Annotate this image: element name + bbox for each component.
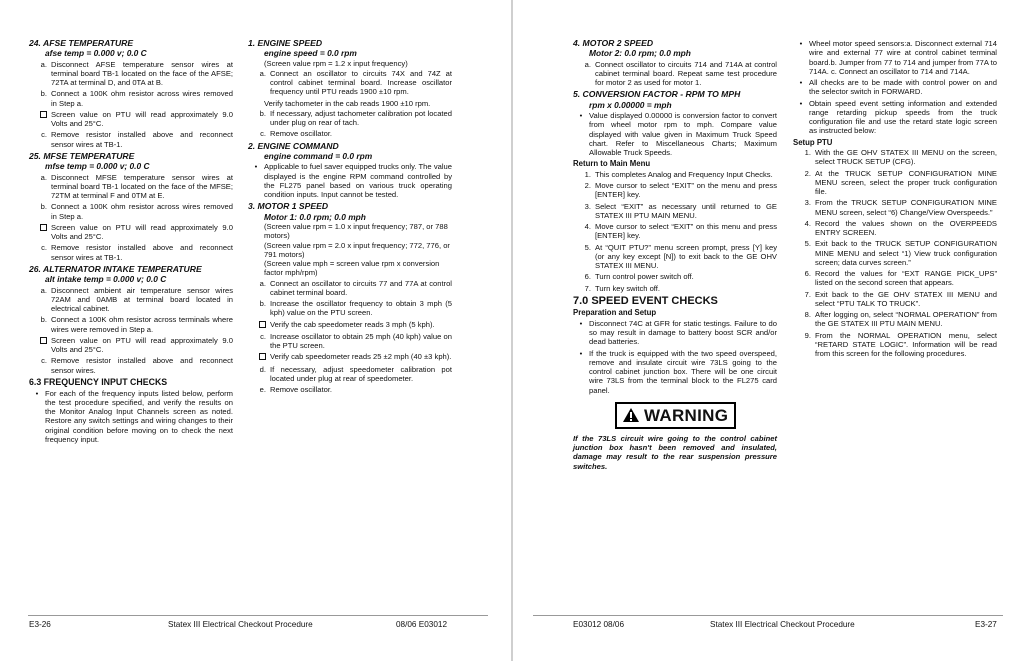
list-item-text: This completes Analog and Frequency Input Checks. <box>595 169 773 179</box>
checkbox-box <box>40 224 47 231</box>
left-page <box>0 0 511 661</box>
list-item-text: With the GE OHV STATEX III MENU on the screen, select TRUCK SETUP (CFG). <box>815 148 997 167</box>
list-item-label: b. <box>259 108 266 118</box>
list-item-text: Connect an oscillator to circuits 74X and 74Z at control cabinet terminal board. Increase oscillator frequency until PTU reads 1900 ±10 rpm. <box>270 68 452 97</box>
list-item <box>248 365 452 384</box>
left-page-column-2 <box>248 38 452 396</box>
list-item <box>248 385 452 394</box>
list-item <box>29 130 233 149</box>
list-item-label: 6. <box>584 272 591 282</box>
list-item <box>573 202 777 221</box>
checkbox-item <box>248 320 452 330</box>
footer-title: Statex III Electrical Checkout Procedure <box>710 620 855 629</box>
bullet-icon: • <box>254 162 258 172</box>
list-item <box>29 202 233 221</box>
checkbox-icon <box>29 223 51 242</box>
list-item-label: 5. <box>584 242 591 252</box>
bullet-text: Applicable to fuel saver equipped trucks only. The value displayed is the engine RPM command controlled by the FL275 panel based on various truck operating condition inputs. Input cannot be tested. <box>264 162 452 200</box>
bullet-item <box>573 319 777 347</box>
bullet-text: Wheel motor speed sensors:a. Disconnect external 714 wire and external 77 wire at control cabinet terminal board.b. Jumper from 77 to 714 and jumper from 77A to 714A. c. Connect an oscillator to 714 and 714A. <box>809 39 997 76</box>
section-heading: 5. CONVERSION FACTOR - RPM TO MPH <box>573 89 741 100</box>
list-item-text: Remove resistor installed above and reconnect sensor wires at TB-1. <box>51 243 233 262</box>
checkbox-box <box>40 337 47 344</box>
checkbox-item <box>29 110 233 129</box>
list-item-label: a. <box>40 172 47 182</box>
screen-value: alt intake temp = 0.000 v; 0.0 C <box>45 274 167 285</box>
list-item-text: Disconnect ambient air temperature sensor wires 72AM and 0AMB at terminal board located in electrical cabinet. <box>51 285 233 314</box>
screen-value: Motor 2: 0.0 rpm; 0.0 mph <box>589 48 691 59</box>
list-item <box>573 181 777 200</box>
list-item-text: Move cursor to select “EXIT” on this menu and press [ENTER] key. <box>595 222 777 241</box>
list-item-text: Turn key switch off. <box>595 283 660 293</box>
list-item <box>573 243 777 271</box>
list-item-label: e. <box>259 385 266 395</box>
list-item <box>793 148 997 167</box>
list-item-label: a. <box>259 278 266 288</box>
list-item-text: Turn control power switch off. <box>595 272 694 282</box>
warning-box <box>615 402 736 429</box>
list-item-text: Remove oscillator. <box>270 385 333 395</box>
bullet-icon: • <box>579 111 583 121</box>
checkbox-box <box>40 111 47 118</box>
list-item-label: d. <box>259 364 266 374</box>
checkbox-icon <box>248 352 270 362</box>
list-item-text: Connect a 100K ohm resistor across wires removed in Step a. <box>51 202 233 221</box>
list-item <box>248 109 452 128</box>
list-item-label: a. <box>40 285 47 295</box>
list-item-label: a. <box>40 59 47 69</box>
bullet-text: For each of the frequency inputs listed below, perform the test procedure specified, and verify the results on the Monitor Analog Input Channels screen as noted. Restore any switch settings and wiring changes to their original condition before moving on to check the next frequency input. <box>45 388 233 444</box>
list-item <box>573 284 777 293</box>
list-item-text: Connect oscillator to circuits 714 and 714A at control cabinet terminal board. Repeat same test procedure for motor 2 as used for motor 1. <box>595 59 777 88</box>
list-item <box>29 173 233 201</box>
checkbox-box <box>259 353 266 360</box>
warning-label: WARNING <box>644 405 729 425</box>
list-item-label: 4. <box>804 218 811 228</box>
list-item-label: 5. <box>804 239 811 249</box>
list-item-text: Connect a 100K ohm resistor across terminals where wires were removed in Step a. <box>51 315 233 334</box>
note-text: (Screen value rpm = 1.2 x input frequency) <box>264 58 408 68</box>
screen-value: Motor 1: 0.0 rpm; 0.0 mph <box>264 211 366 222</box>
checkbox-item <box>29 223 233 242</box>
list-item <box>29 60 233 88</box>
footer-page-number: E3-27 <box>975 620 997 629</box>
screen-value: engine command = 0.0 rpm <box>264 151 373 162</box>
section-title: 6.3 FREQUENCY INPUT CHECKS <box>29 376 168 387</box>
footer-rule <box>533 615 1003 616</box>
list-item <box>573 222 777 241</box>
list-item-label: 3. <box>584 201 591 211</box>
list-item <box>248 332 452 351</box>
section-heading: 1. ENGINE SPEED <box>248 38 323 48</box>
list-item-label: b. <box>259 299 266 309</box>
list-item-label: c. <box>41 130 47 140</box>
bullet-icon: • <box>799 78 803 87</box>
list-item-label: b. <box>40 89 47 99</box>
checkbox-text: Screen value on PTU will read approximately 9.0 Volts and 25°C. <box>51 222 233 242</box>
bullet-item <box>573 111 777 157</box>
list-item <box>573 60 777 88</box>
bullet-item <box>793 39 997 76</box>
right-page-column-2 <box>793 38 997 360</box>
note-text: (Screen value rpm = 2.0 x input frequency; 772, 776, or 791 motors) <box>264 240 450 259</box>
bullet-icon: • <box>579 348 583 358</box>
list-item-label: a. <box>259 68 266 78</box>
section-heading: 25. MFSE TEMPERATURE <box>29 150 135 161</box>
list-item-label: 7. <box>804 289 811 299</box>
checkbox-icon <box>248 320 270 330</box>
section-heading: 26. ALTERNATOR INTAKE TEMPERATURE <box>29 263 202 274</box>
list-item <box>248 279 452 298</box>
bullet-icon: • <box>35 388 39 398</box>
list-item <box>793 198 997 217</box>
footer-title: Statex III Electrical Checkout Procedure <box>168 620 313 629</box>
checkbox-item <box>29 336 233 355</box>
note-text: (Screen value rpm = 1.0 x input frequency; 787, or 788 motors) <box>264 222 448 241</box>
section-heading: 3. MOTOR 1 SPEED <box>248 201 329 212</box>
checkbox-text: Verify the cab speedometer reads 3 mph (5 kph). <box>270 319 435 329</box>
list-item-text: If necessary, adjust tachometer calibration pot located under plug on rear of tach. <box>270 108 452 128</box>
list-item-text: Increase the oscillator frequency to obtain 3 mph (5 kph) value on the PTU screen. <box>270 299 452 318</box>
list-item-text: Record the values shown on the OVERPEEDS ENTRY SCREEN. <box>815 218 997 237</box>
list-item-text: Remove resistor installed above and reconnect sensor wires. <box>51 356 233 375</box>
checkbox-text: Verify cab speedometer reads 25 ±2 mph (40 ±3 kph). <box>270 352 452 362</box>
list-item-text: At “QUIT PTU?” menu screen prompt, press [Y] key (or any key except [N]) to exit back to the GE OHV STATEX III MENU. <box>595 242 777 271</box>
list-item <box>29 315 233 334</box>
chapter-heading: 7.0 SPEED EVENT CHECKS <box>573 294 718 307</box>
list-item-text: Remove oscillator. <box>270 129 333 139</box>
bullet-item <box>248 162 452 199</box>
list-item-label: c. <box>41 243 47 253</box>
list-item-text: Select “EXIT” as necessary until returned to GE STATEX III PTU MAIN MENU. <box>595 201 777 220</box>
subheading: Preparation and Setup <box>573 308 657 318</box>
list-item-label: c. <box>41 356 47 366</box>
bullet-icon: • <box>579 318 583 328</box>
list-item <box>573 170 777 179</box>
bullet-text: If the truck is equipped with the two speed overspeed, remove and insulate circuit wire 73LS going to the control cabinet junction box. There will be one circuit wire 73LS from the terminal block to the FL275 card panel. <box>589 348 777 395</box>
list-item <box>29 286 233 314</box>
section-heading: 2. ENGINE COMMAND <box>248 140 339 151</box>
screen-value: mfse temp = 0.000 v; 0.0 C <box>45 161 150 172</box>
bullet-item <box>573 349 777 395</box>
section-heading: 24. AFSE TEMPERATURE <box>29 38 134 48</box>
bullet-text: Disconnect 74C at GFR for static testings. Failure to do so may result in damage to battery boost SCR and/or dead batteries. <box>589 318 777 347</box>
list-item-label: 4. <box>584 222 591 232</box>
list-item-text: From the TRUCK SETUP CONFIGURATION MINE MENU screen, select “6) Change/View Overspeeds.” <box>815 198 997 217</box>
bullet-text: All checks are to be made with control power on and the selector switch in FORWARD. <box>809 78 997 97</box>
bullet-text: Obtain speed event setting information and extended range retarding pickup speeds from the truck configuration file and use the retard state logic screen as instructed below: <box>809 98 997 136</box>
list-item-label: 9. <box>804 330 811 340</box>
list-item <box>793 310 997 329</box>
subheading: Setup PTU <box>793 137 833 147</box>
list-item-label: 1. <box>804 148 811 157</box>
list-item <box>248 69 452 97</box>
checkbox-item <box>248 352 452 362</box>
list-item-label: b. <box>40 315 47 325</box>
list-item <box>248 299 452 318</box>
bullet-item <box>793 99 997 136</box>
list-item-label: 3. <box>804 198 811 208</box>
list-item-text: After logging on, select “NORMAL OPERATION” from the GE STATEX III PTU MAIN MENU. <box>815 310 997 329</box>
list-item <box>29 243 233 262</box>
list-item-label: 8. <box>804 310 811 319</box>
list-item-label: 2. <box>584 181 591 191</box>
list-item <box>793 290 997 309</box>
note-text: Verify tachometer in the cab reads 1900 ±10 rpm. <box>264 98 431 108</box>
warning-text: If the 73LS circuit wire going to the control cabinet junction box hasn't been removed and insulated, damage may result to the rear suspension pressure switches. <box>573 433 777 471</box>
bullet-item <box>793 78 997 97</box>
screen-value: rpm x 0.00000 = mph <box>589 99 672 110</box>
list-item-text: Connect a 100K ohm resistor across wires removed in Step a. <box>51 89 233 108</box>
section-heading: 4. MOTOR 2 SPEED <box>573 38 654 48</box>
list-item-text: Disconnect MFSE temperature sensor wires at terminal board TB-1 located on the face of the MFSE; 72TM at terminal F and 0TM at E. <box>51 172 233 201</box>
screen-value: engine speed = 0.0 rpm <box>264 48 357 59</box>
warning-triangle-icon <box>622 407 640 423</box>
bullet-icon: • <box>799 98 803 108</box>
list-item-text: Remove resistor installed above and reconnect sensor wires at TB-1. <box>51 130 233 149</box>
footer-page-number: E3-26 <box>29 620 51 629</box>
bullet-item <box>29 389 233 445</box>
list-item <box>29 89 233 108</box>
subheading: Return to Main Menu <box>573 159 651 169</box>
list-item-text: Increase oscillator to obtain 25 mph (40 kph) value on the PTU screen. <box>270 331 452 351</box>
list-item-label: 1. <box>584 169 591 179</box>
list-item-text: Record the values for “EXT RANGE PICK_UPS” listed on the second screen that appears. <box>815 269 997 288</box>
list-item <box>793 239 997 267</box>
list-item-label: c. <box>260 331 266 341</box>
list-item-text: From the NORMAL OPERATION menu, select “RETARD STATE LOGIC”. Information will be read from this screen for the following procedures. <box>815 330 997 358</box>
list-item-text: Move cursor to select “EXIT” on the menu and press [ENTER] key. <box>595 181 777 200</box>
checkbox-text: Screen value on PTU will read approximately 9.0 Volts and 25°C. <box>51 335 233 355</box>
bullet-text: Value displayed 0.00000 is conversion factor to convert from wheel motor rpm to mph. Compare value displayed with value given in Maximum Truck Speed chart. Refer to Miscellaneous Charts; Maximum Allowable Truck Speeds. <box>589 111 777 158</box>
checkbox-box <box>259 321 266 328</box>
checkbox-icon <box>29 336 51 355</box>
bullet-icon: • <box>799 39 803 48</box>
checkbox-icon <box>29 110 51 129</box>
list-item <box>573 272 777 281</box>
list-item-label: 7. <box>584 283 591 293</box>
list-item-label: 6. <box>804 269 811 278</box>
left-page-column-1 <box>29 38 233 446</box>
footer-revision: 08/06 E03012 <box>396 620 447 629</box>
list-item-text: Disconnect AFSE temperature sensor wires at terminal board TB-1 located on the face of the AFSE; 72TA at terminal D, and 0TA at B. <box>51 59 233 88</box>
list-item-label: b. <box>40 202 47 212</box>
note-text: (Screen value mph = screen value rpm x conversion factor mph/rpm) <box>264 259 440 278</box>
list-item <box>793 269 997 288</box>
list-item-label: a. <box>584 59 591 69</box>
list-item-text: Exit back to the GE OHV STATEX III MENU and select “PTU TALK TO TRUCK”. <box>815 289 997 308</box>
list-item-label: 2. <box>804 168 811 178</box>
list-item-text: Exit back to the TRUCK SETUP CONFIGURATION MINE MENU and select “1) View truck configuration screen; data curves screen.” <box>815 239 997 267</box>
list-item-text: At the TRUCK SETUP CONFIGURATION MINE MENU screen, select the proper truck configuration file. <box>815 168 997 196</box>
list-item-text: Connect an oscillator to circuits 77 and 77A at control cabinet terminal board. <box>270 278 452 297</box>
right-page <box>513 0 1024 661</box>
list-item-label: c. <box>260 129 266 139</box>
list-item <box>248 129 452 138</box>
list-item <box>793 219 997 238</box>
list-item-text: If necessary, adjust speedometer calibration pot located under plug at rear of speedometer. <box>270 364 452 383</box>
footer-rule <box>28 615 488 616</box>
right-page-column-1 <box>573 38 777 471</box>
list-item <box>793 331 997 359</box>
list-item <box>793 169 997 197</box>
screen-value: afse temp = 0.000 v; 0.0 C <box>45 48 147 59</box>
list-item <box>29 356 233 375</box>
footer-revision: E03012 08/06 <box>573 620 624 629</box>
checkbox-text: Screen value on PTU will read approximately 9.0 Volts and 25°C. <box>51 109 233 129</box>
